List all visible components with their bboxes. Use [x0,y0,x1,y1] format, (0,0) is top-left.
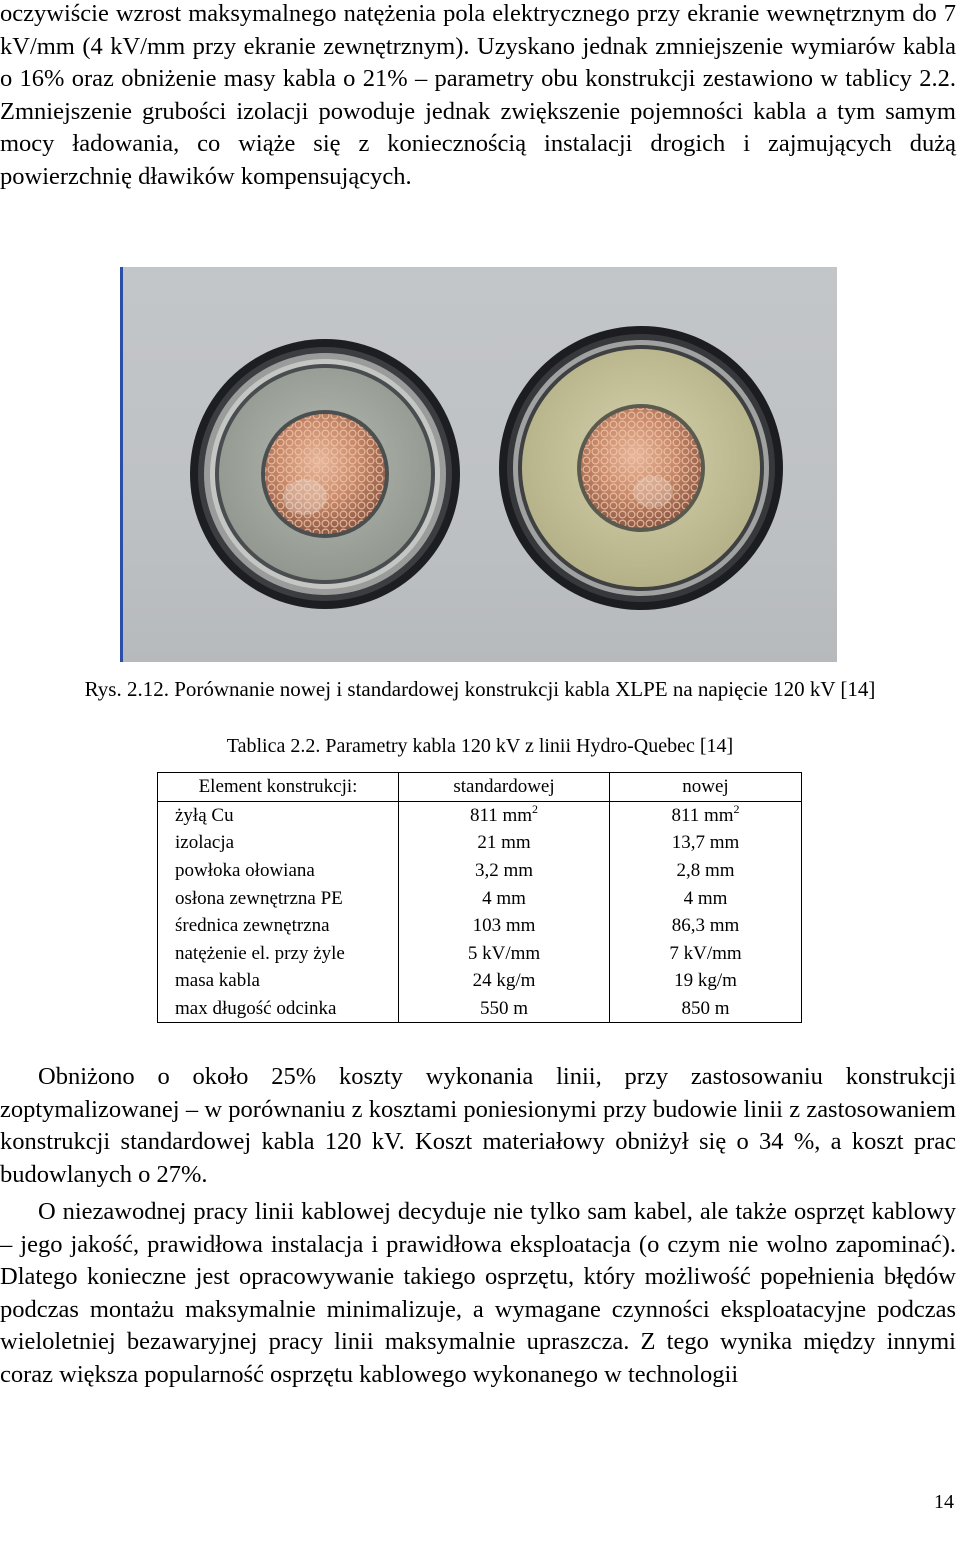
row-label: średnica zewnętrzna [158,912,399,940]
figure-caption: Rys. 2.12. Porównanie nowej i standardowej konstrukcji kabla XLPE na napięcie 120 kV [14] [84,677,876,701]
table-row [158,912,802,940]
cable-parameters-table [157,772,802,1023]
row-label: izolacja [158,829,399,857]
table-row [158,995,802,1023]
paragraph-costs: Obniżono o około 25% koszty wykonania linii, przy zastosowaniu konstrukcji zoptymalizowanej – w porównaniu z kosztami poniesionymi przy budowie linii z zastosowaniem konstrukcji standardowej kabla 120 kV. Koszt materiałowy obniżył się o 34 %, a koszt prac budowlanych o 27%. [0,1063,956,1188]
cell-new: 13,7 mm [610,829,802,857]
paragraph-accessories: O niezawodnej pracy linii kablowej decyduje nie tylko sam kabel, ale także osprzęt kablowy – jego jakość, prawidłowa instalacja i prawidłowa eksploatacja (o czym nie wolno zapominać). Dlatego konieczne jest opracowywanie takiego osprzętu, który możliwość popełnienia błędów podczas montażu maksymalnie minimalizuje, a wymagane czynności eksploatacyjne podczas wieloletniej bezawaryjnej pracy linii maksymalnie upraszcza. Z tego wynika między innymi coraz większa popularność osprzętu kablowego wykonanego w technologii [0,1198,956,1388]
superscript: 2 [532,801,539,816]
cell-standard: 4 mm [399,884,610,912]
cell-standard: 5 kV/mm [399,940,610,968]
header-standard: standardowej [399,773,610,802]
cell-new: 850 m [610,995,802,1023]
cell-new: 19 kg/m [610,967,802,995]
table-row [158,884,802,912]
header-element: Element konstrukcji: [158,773,399,802]
table-caption: Tablica 2.2. Parametry kabla 120 kV z linii Hydro-Quebec [14] [226,735,734,757]
cell-standard: 21 mm [399,829,610,857]
table-row [158,967,802,995]
superscript: 2 [733,801,740,816]
table-row [158,829,802,857]
table-row [158,940,802,968]
row-label: max długość odcinka [158,995,399,1023]
row-label: natężenie el. przy żyle [158,940,399,968]
table-row [158,857,802,885]
table-header-row [158,773,802,802]
cell-standard [399,801,610,829]
cell-standard: 103 mm [399,912,610,940]
cell-standard-value: 811 mm [469,804,533,826]
cell-standard: 550 m [399,995,610,1023]
cell-new: 4 mm [610,884,802,912]
row-label: żyłą Cu [158,801,399,829]
row-label: powłoka ołowiana [158,857,399,885]
page-number: 14 [934,1491,954,1513]
cell-new: 2,8 mm [610,857,802,885]
cell-new [610,801,802,829]
header-new: nowej [610,773,802,802]
new-cable-cross-section [499,326,783,610]
row-label: masa kabla [158,967,399,995]
table-row [158,801,802,829]
cable-cross-section-photo [120,267,837,662]
cable-photo-svg [123,267,837,662]
cell-standard: 3,2 mm [399,857,610,885]
row-label: osłona zewnętrzna PE [158,884,399,912]
cell-new: 7 kV/mm [610,940,802,968]
cell-new: 86,3 mm [610,912,802,940]
cell-standard: 24 kg/m [399,967,610,995]
standard-cable-cross-section [190,339,460,609]
paragraph-intro: oczywiście wzrost maksymalnego natężenia pola elektrycznego przy ekranie wewnętrznym do 7 kV/mm (4 kV/mm przy ekranie zewnętrznym). Uzyskano jednak zmniejszenie wymiarów kabla o 16% oraz obniżenie masy kabla o 21% – parametry obu konstrukcji zestawiono w tablicy 2.2. Zmniejszenie grubości izolacji powoduje jednak zwiększenie pojemności kabla a tym samym mocy ładowania, co wiąże się z koniecznością instalacji drogich i zajmujących dużą powierzchnię dławików kompensujących. [0,0,956,190]
cell-new-value: 811 mm [671,804,734,826]
